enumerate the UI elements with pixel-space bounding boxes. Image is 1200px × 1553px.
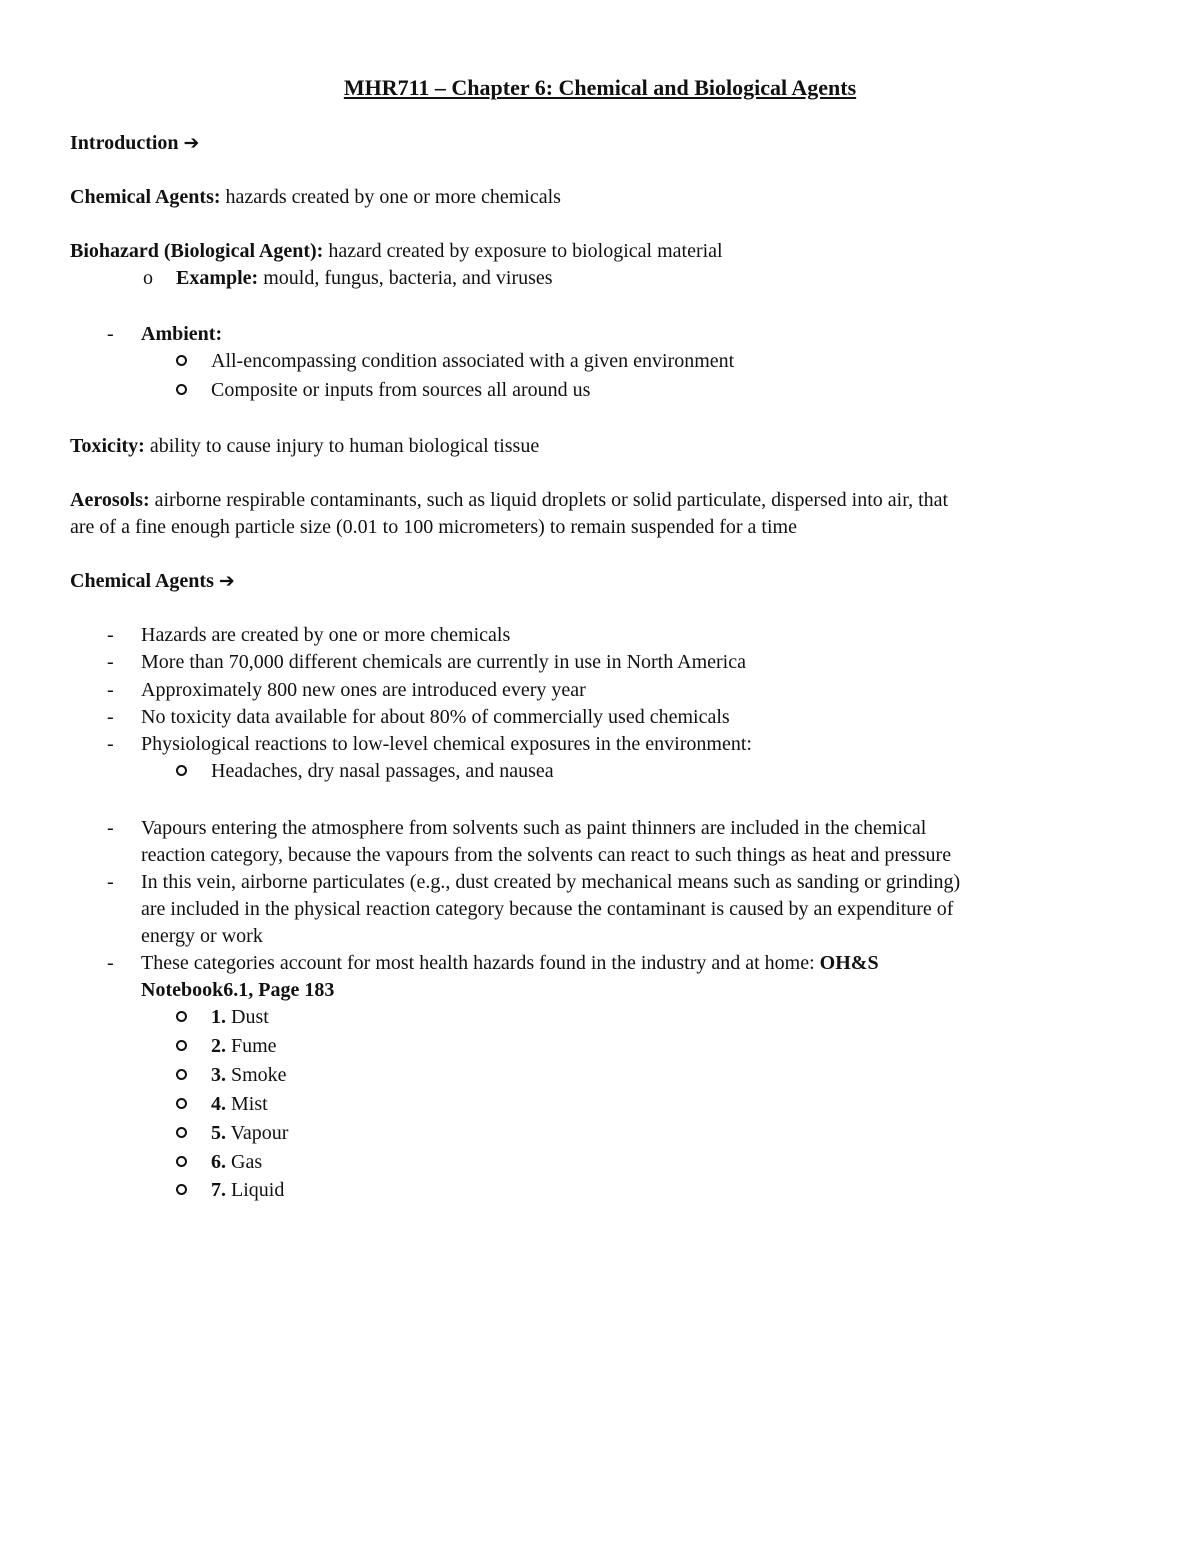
bullet-o: o bbox=[143, 267, 153, 289]
dash-bullet: - bbox=[107, 679, 114, 701]
ambient-item: All-encompassing condition associated with a given environment bbox=[211, 350, 735, 372]
ring-bullet-icon bbox=[176, 1091, 187, 1118]
definition-term: Toxicity: bbox=[70, 435, 145, 457]
category-item bbox=[211, 1062, 287, 1089]
category-number: 3. bbox=[211, 1064, 226, 1086]
category-number: 1. bbox=[211, 1006, 226, 1028]
category-name: Mist bbox=[226, 1093, 268, 1115]
category-number: 6. bbox=[211, 1151, 226, 1173]
ring-bullet-icon bbox=[176, 1004, 187, 1031]
ambient-term: Ambient: bbox=[141, 323, 223, 345]
biohazard-example bbox=[176, 265, 553, 292]
list-item: No toxicity data available for about 80% of commercially used chemicals bbox=[141, 706, 730, 728]
ring-bullet-icon bbox=[176, 1033, 187, 1060]
definition-text: ability to cause injury to human biological tissue bbox=[144, 435, 540, 457]
categories-reference: OH&S bbox=[819, 952, 879, 974]
categories-reference: Notebook6.1, Page 183 bbox=[141, 979, 335, 1001]
categories-text: These categories account for most health hazards found in the industry and at home: bbox=[141, 952, 820, 974]
definition-text: hazards created by one or more chemicals bbox=[220, 186, 561, 208]
dash-bullet: - bbox=[107, 817, 114, 839]
biohazard-definition bbox=[70, 238, 723, 265]
category-name: Dust bbox=[226, 1006, 269, 1028]
arrow-right-icon: ➔ bbox=[183, 132, 200, 154]
category-name: Fume bbox=[226, 1035, 277, 1057]
category-item bbox=[211, 1120, 288, 1147]
dash-bullet: - bbox=[107, 323, 114, 345]
list-item: Hazards are created by one or more chemicals bbox=[141, 624, 511, 646]
ring-bullet-icon bbox=[176, 1062, 187, 1089]
ambient-item: Composite or inputs from sources all around us bbox=[211, 379, 591, 401]
introduction-heading-text: Introduction bbox=[70, 132, 179, 154]
category-name: Smoke bbox=[226, 1064, 287, 1086]
toxicity-definition bbox=[70, 433, 539, 460]
example-term: Example: bbox=[176, 267, 259, 289]
ring-bullet-icon bbox=[176, 348, 187, 375]
category-name: Gas bbox=[226, 1151, 263, 1173]
ring-bullet-icon bbox=[176, 377, 187, 404]
categories-reference-continued bbox=[141, 977, 334, 1004]
paragraph-line: energy or work bbox=[141, 925, 263, 947]
list-item: Approximately 800 new ones are introduced every year bbox=[141, 679, 586, 701]
introduction-heading bbox=[70, 130, 199, 157]
document-title: MHR711 – Chapter 6: Chemical and Biological Agents bbox=[343, 75, 857, 100]
category-number: 2. bbox=[211, 1035, 226, 1057]
definition-term: Chemical Agents: bbox=[70, 186, 221, 208]
category-item bbox=[211, 1149, 262, 1176]
category-number: 7. bbox=[211, 1179, 226, 1201]
category-item bbox=[211, 1091, 268, 1118]
aerosols-definition-continued: are of a fine enough particle size (0.01 to 100 micrometers) to remain suspended for a time bbox=[70, 516, 797, 538]
ring-bullet-icon bbox=[176, 1177, 187, 1204]
paragraph-line: reaction category, because the vapours from the solvents can react to such things as heat and pressure bbox=[141, 844, 952, 866]
list-item: Physiological reactions to low-level chemical exposures in the environment: bbox=[141, 733, 752, 755]
sub-list-item: Headaches, dry nasal passages, and nausea bbox=[211, 760, 554, 782]
ring-bullet-icon bbox=[176, 1120, 187, 1147]
chemical-agents-heading bbox=[70, 568, 235, 595]
definition-term: Biohazard (Biological Agent): bbox=[70, 240, 324, 262]
category-number: 4. bbox=[211, 1093, 226, 1115]
ambient-heading bbox=[141, 321, 222, 348]
list-item: More than 70,000 different chemicals are currently in use in North America bbox=[141, 651, 746, 673]
paragraph-line: Vapours entering the atmosphere from solvents such as paint thinners are included in the chemical bbox=[141, 817, 927, 839]
category-item bbox=[211, 1033, 277, 1060]
aerosols-definition bbox=[70, 487, 948, 514]
definition-text: airborne respirable contaminants, such as liquid droplets or solid particulate, dispersed into air, that bbox=[149, 489, 949, 511]
paragraph-line: are included in the physical reaction category because the contaminant is caused by an expenditure of bbox=[141, 898, 954, 920]
dash-bullet: - bbox=[107, 706, 114, 728]
category-item bbox=[211, 1177, 284, 1204]
paragraph-line: In this vein, airborne particulates (e.g., dust created by mechanical means such as sanding or grinding) bbox=[141, 871, 961, 893]
chemical-agents-heading-text: Chemical Agents bbox=[70, 570, 214, 592]
dash-bullet: - bbox=[107, 733, 114, 755]
categories-intro bbox=[141, 950, 879, 977]
definition-term: Aerosols: bbox=[70, 489, 150, 511]
example-text: mould, fungus, bacteria, and viruses bbox=[258, 267, 553, 289]
dash-bullet: - bbox=[107, 952, 114, 974]
category-item bbox=[211, 1004, 269, 1031]
ring-bullet-icon bbox=[176, 758, 187, 785]
dash-bullet: - bbox=[107, 624, 114, 646]
dash-bullet: - bbox=[107, 871, 114, 893]
definition-text: hazard created by exposure to biological material bbox=[323, 240, 723, 262]
category-name: Liquid bbox=[226, 1179, 285, 1201]
arrow-right-icon: ➔ bbox=[218, 570, 235, 592]
category-name: Vapour bbox=[226, 1122, 289, 1144]
dash-bullet: - bbox=[107, 651, 114, 673]
ring-bullet-icon bbox=[176, 1149, 187, 1176]
category-number: 5. bbox=[211, 1122, 226, 1144]
chemical-agents-definition bbox=[70, 184, 561, 211]
